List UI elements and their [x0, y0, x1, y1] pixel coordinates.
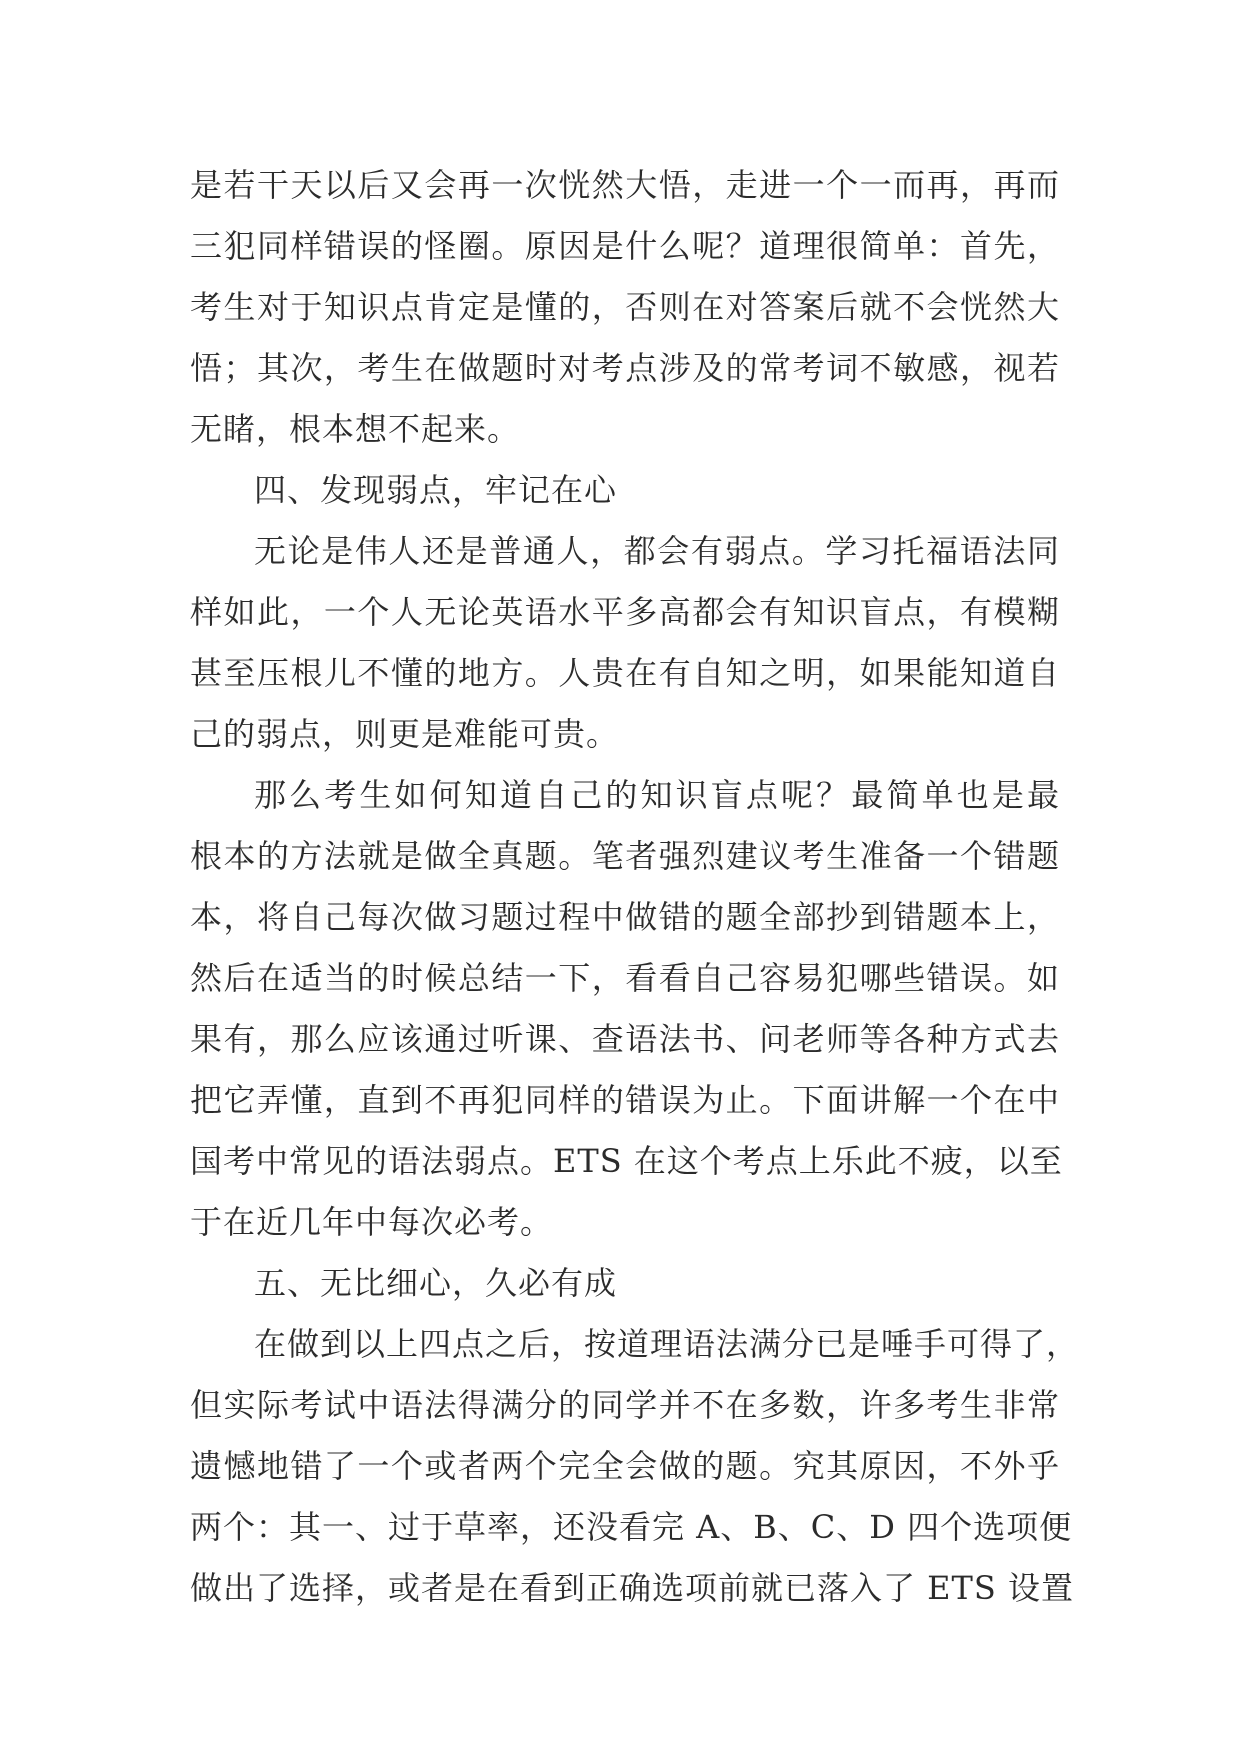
text-line: 无论是伟人还是普通人，都会有弱点。学习托福语法同 — [254, 532, 1060, 570]
text-line: 己的弱点，则更是难能可贵。 — [190, 715, 620, 753]
text-line: 于在近几年中每次必考。 — [190, 1203, 554, 1241]
text-line: 四、发现弱点，牢记在心 — [254, 471, 618, 509]
text-line: 做出了选择，或者是在看到正确选项前就已落入了 ETS 设置 — [190, 1569, 1074, 1607]
body-text — [190, 155, 1080, 1619]
text-line: 样如此，一个人无论英语水平多高都会有知识盲点，有模糊 — [190, 593, 1060, 631]
text-line: 根本的方法就是做全真题。笔者强烈建议考生准备一个错题 — [190, 837, 1060, 875]
text-line: 那么考生如何知道自己的知识盲点呢？最简单也是最 — [254, 776, 1060, 814]
text-line: 五、无比细心，久必有成 — [254, 1264, 618, 1302]
text-line: 两个：其一、过于草率，还没看完 A、B、C、D 四个选项便 — [190, 1508, 1073, 1546]
text-line: 甚至压根儿不懂的地方。人贵在有自知之明，如果能知道自 — [190, 654, 1060, 692]
text-line: 本，将自己每次做习题过程中做错的题全部抄到错题本上， — [190, 898, 1060, 936]
text-line: 果有，那么应该通过听课、查语法书、问老师等各种方式去 — [190, 1020, 1060, 1058]
text-line: 在做到以上四点之后，按道理语法满分已是唾手可得了， — [254, 1325, 1080, 1363]
text-line: 无睹，根本想不起来。 — [190, 410, 521, 448]
text-line: 悟；其次，考生在做题时对考点涉及的常考词不敏感，视若 — [190, 349, 1060, 387]
text-line: 把它弄懂，直到不再犯同样的错误为止。下面讲解一个在中 — [190, 1081, 1060, 1119]
text-line: 考生对于知识点肯定是懂的，否则在对答案后就不会恍然大 — [190, 288, 1060, 326]
text-line: 是若干天以后又会再一次恍然大悟，走进一个一而再，再而 — [190, 166, 1060, 204]
text-line: 遗憾地错了一个或者两个完全会做的题。究其原因，不外乎 — [190, 1447, 1060, 1485]
text-line: 然后在适当的时候总结一下，看看自己容易犯哪些错误。如 — [190, 959, 1060, 997]
text-line: 三犯同样错误的怪圈。原因是什么呢？道理很简单：首先， — [190, 227, 1060, 265]
text-line: 国考中常见的语法弱点。ETS 在这个考点上乐此不疲，以至 — [190, 1142, 1063, 1180]
text-line: 但实际考试中语法得满分的同学并不在多数，许多考生非常 — [190, 1386, 1060, 1424]
